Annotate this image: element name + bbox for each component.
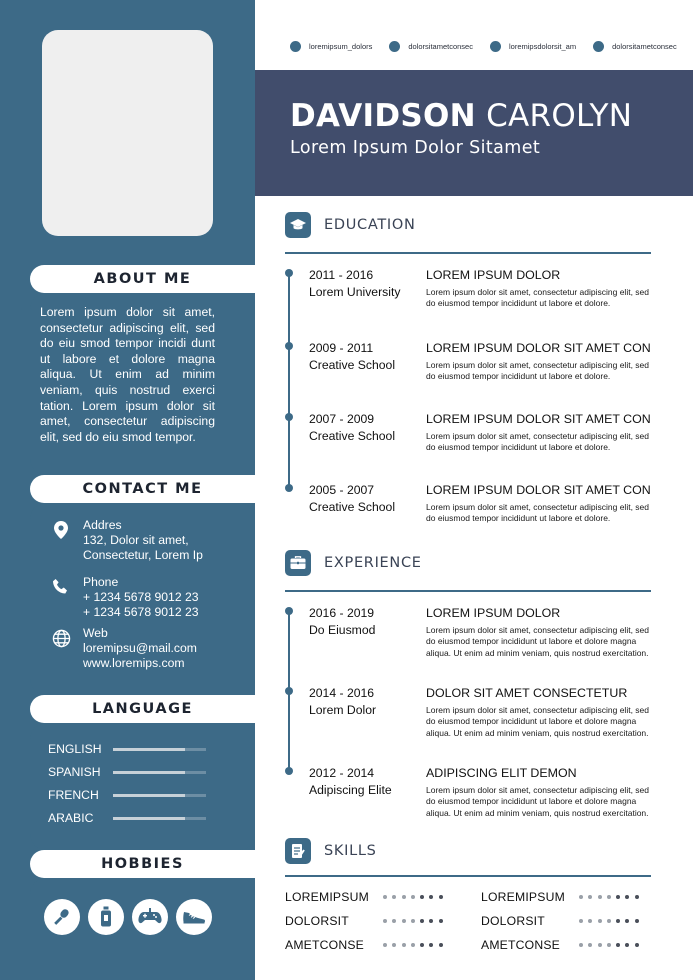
- last-name: CAROLYN: [486, 98, 633, 134]
- bottle-icon: [88, 899, 124, 935]
- timeline-dot: [285, 342, 293, 350]
- skill-dot: [429, 919, 433, 923]
- phone-line1: + 1234 5678 9012 23: [83, 590, 199, 604]
- entry-years: 2007 - 2009: [309, 412, 375, 426]
- first-name: DAVIDSON: [290, 98, 476, 134]
- graduation-cap-icon: [285, 212, 311, 238]
- social-item[interactable]: loremipsdolorsit_am: [490, 41, 576, 52]
- language-level-fill: [113, 794, 185, 797]
- entry-organization: Do Eiusmod: [309, 623, 376, 637]
- skill-dot: [607, 919, 611, 923]
- entry-title: LOREM IPSUM DOLOR SIT AMET CON: [426, 483, 651, 497]
- entry-description: Lorem ipsum dolor sit amet, consectetur adipiscing elit, sed do eiusmod tempor incididunt ut labore et dolore.: [426, 502, 649, 524]
- skill-dot: [579, 919, 583, 923]
- skill-dot: [383, 919, 387, 923]
- full-name: [290, 98, 632, 134]
- experience-header: [285, 550, 422, 576]
- skill-item: [481, 914, 656, 928]
- entry-title: LOREM IPSUM DOLOR SIT AMET CON: [426, 341, 651, 355]
- skill-rating: [579, 943, 644, 947]
- skill-dot: [635, 919, 639, 923]
- language-title: LANGUAGE: [30, 695, 255, 723]
- skill-dot: [625, 895, 629, 899]
- hobbies-title: HOBBIES: [30, 850, 255, 878]
- timeline-dot: [285, 767, 293, 775]
- social-item[interactable]: loremipsum_dolors: [290, 41, 372, 52]
- entry-years: 2011 - 2016: [309, 268, 374, 282]
- skill-dot: [588, 943, 592, 947]
- experience-divider: [285, 590, 651, 592]
- job-subtitle: Lorem Ipsum Dolor Sitamet: [290, 138, 541, 158]
- contact-title: CONTACT ME: [30, 475, 255, 503]
- gamepad-icon: [132, 899, 168, 935]
- language-name: FRENCH: [48, 788, 99, 802]
- language-level-fill: [113, 771, 185, 774]
- language-name: ARABIC: [48, 811, 94, 825]
- address-label: Addres: [83, 518, 122, 532]
- entry-years: 2014 - 2016: [309, 686, 375, 700]
- entry-description: Lorem ipsum dolor sit amet, consectetur adipiscing elit, sed do eiusmod tempor incididunt ut labore et dolore magna aliqua. Ut enim ad minim veniam, quis nostrud exercitation.: [426, 625, 649, 658]
- skill-dot: [411, 895, 415, 899]
- skill-dot: [635, 895, 639, 899]
- skill-dot: [420, 943, 424, 947]
- skill-name: AMETCONSE: [285, 938, 364, 952]
- language-level-bar: [113, 794, 206, 797]
- skill-dot: [625, 943, 629, 947]
- skill-dot: [607, 943, 611, 947]
- language-item: [48, 741, 208, 757]
- skill-dot: [392, 895, 396, 899]
- skill-dot: [402, 943, 406, 947]
- skill-name: LOREMIPSUM: [285, 890, 369, 904]
- skill-dot: [429, 943, 433, 947]
- contact-web: [48, 626, 197, 671]
- skill-rating: [383, 943, 448, 947]
- entry-title: ADIPISCING ELIT DEMON: [426, 766, 577, 780]
- phone-icon: [48, 575, 74, 620]
- entry-years: 2009 - 2011: [309, 341, 374, 355]
- skill-dot: [383, 943, 387, 947]
- entry-title: LOREM IPSUM DOLOR SIT AMET CON: [426, 412, 651, 426]
- skill-dot: [588, 919, 592, 923]
- language-level-bar: [113, 817, 206, 820]
- checklist-icon: [285, 838, 311, 864]
- skill-dot: [588, 895, 592, 899]
- entry-description: Lorem ipsum dolor sit amet, consectetur adipiscing elit, sed do eiusmod tempor incididunt ut labore et dolore magna aliqua. Ut enim ad minim veniam, quis nostrud exercitation.: [426, 705, 649, 738]
- contact-phone: [48, 575, 199, 620]
- entry-title: LOREM IPSUM DOLOR: [426, 268, 561, 282]
- skill-dot: [411, 943, 415, 947]
- social-item[interactable]: dolorsitametconsec: [389, 41, 473, 52]
- skill-dot: [383, 895, 387, 899]
- social-dot-icon: [490, 41, 501, 52]
- timeline-dot: [285, 484, 293, 492]
- skills-title: SKILLS: [324, 843, 377, 859]
- entry-description: Lorem ipsum dolor sit amet, consectetur adipiscing elit, sed do eiusmod tempor incididunt ut labore et dolore.: [426, 431, 649, 453]
- globe-icon: [48, 626, 74, 671]
- skill-rating: [383, 895, 448, 899]
- about-title: ABOUT ME: [30, 265, 255, 293]
- entry-title: LOREM IPSUM DOLOR: [426, 606, 561, 620]
- skill-dot: [598, 919, 602, 923]
- entry-organization: Creative School: [309, 500, 396, 514]
- skill-dot: [635, 943, 639, 947]
- skill-item: [481, 890, 656, 904]
- profile-photo: [42, 30, 213, 236]
- entry-organization: Creative School: [309, 429, 396, 443]
- skill-dot: [579, 895, 583, 899]
- experience-title: EXPERIENCE: [324, 555, 422, 571]
- social-dot-icon: [290, 41, 301, 52]
- timeline-dot: [285, 687, 293, 695]
- about-text: Lorem ipsum dolor sit amet, consectetur adipiscing elit, sed do eiu smod tempor incidi dunt ut labore et dolore magna aliqua. Ut enim ad minim veniam, quis nostrud exerci tation. Lorem ipsum dolor sit amet, consectetur adipiscing elit, sed do eiu smod tempor.: [40, 305, 215, 444]
- entry-organization: Lorem University: [309, 285, 401, 299]
- phone-line2: + 1234 5678 9012 23: [83, 605, 199, 619]
- entry-organization: Creative School: [309, 358, 396, 372]
- skill-rating: [579, 895, 644, 899]
- skill-dot: [429, 895, 433, 899]
- language-level-fill: [113, 817, 185, 820]
- skill-dot: [439, 943, 443, 947]
- skill-dot: [439, 919, 443, 923]
- skill-dot: [616, 895, 620, 899]
- skill-item: [285, 938, 460, 952]
- language-name: SPANISH: [48, 765, 101, 779]
- skill-dot: [402, 895, 406, 899]
- skill-dot: [616, 919, 620, 923]
- skill-dot: [598, 943, 602, 947]
- language-level-bar: [113, 771, 206, 774]
- education-timeline: [288, 271, 290, 490]
- skill-name: DOLORSIT: [285, 914, 349, 928]
- address-line1: 132, Dolor sit amet,: [83, 533, 189, 547]
- language-item: [48, 787, 208, 803]
- timeline-dot: [285, 413, 293, 421]
- skill-item: [285, 914, 460, 928]
- entry-organization: Lorem Dolor: [309, 703, 377, 717]
- education-divider: [285, 252, 651, 254]
- skill-dot: [625, 919, 629, 923]
- skill-dot: [411, 919, 415, 923]
- education-header: [285, 212, 416, 238]
- skills-header: [285, 838, 377, 864]
- education-title: EDUCATION: [324, 217, 416, 233]
- web-url[interactable]: www.loremips.com: [83, 656, 185, 670]
- entry-title: DOLOR SIT AMET CONSECTETUR: [426, 686, 628, 700]
- web-email[interactable]: loremipsu@mail.com: [83, 641, 197, 655]
- timeline-dot: [285, 269, 293, 277]
- skills-divider: [285, 875, 651, 877]
- skill-dot: [420, 919, 424, 923]
- entry-description: Lorem ipsum dolor sit amet, consectetur adipiscing elit, sed do eiusmod tempor incididunt ut labore et dolore.: [426, 287, 649, 309]
- phone-label: Phone: [83, 575, 119, 589]
- sneaker-icon: [176, 899, 212, 935]
- language-level-fill: [113, 748, 185, 751]
- social-strip: [290, 41, 677, 52]
- entry-years: 2012 - 2014: [309, 766, 375, 780]
- skill-name: LOREMIPSUM: [481, 890, 565, 904]
- web-label: Web: [83, 626, 108, 640]
- timeline-dot: [285, 607, 293, 615]
- skill-dot: [607, 895, 611, 899]
- entry-description: Lorem ipsum dolor sit amet, consectetur adipiscing elit, sed do eiusmod tempor incididunt ut labore et dolore magna aliqua. Ut enim ad minim veniam, quis nostrud exercitation.: [426, 785, 649, 818]
- microphone-icon: [44, 899, 80, 935]
- skill-dot: [598, 895, 602, 899]
- skill-dot: [392, 943, 396, 947]
- skill-dot: [402, 919, 406, 923]
- social-item[interactable]: dolorsitametconsec: [593, 41, 677, 52]
- social-dot-icon: [389, 41, 400, 52]
- entry-years: 2005 - 2007: [309, 483, 375, 497]
- skill-dot: [439, 895, 443, 899]
- skill-dot: [579, 943, 583, 947]
- address-line2: Consectetur, Lorem Ip: [83, 548, 203, 562]
- location-pin-icon: [48, 518, 74, 563]
- skill-dot: [392, 919, 396, 923]
- language-item: [48, 764, 208, 780]
- contact-address: [48, 518, 203, 563]
- skill-rating: [383, 919, 448, 923]
- skill-dot: [420, 895, 424, 899]
- skill-dot: [616, 943, 620, 947]
- skill-name: DOLORSIT: [481, 914, 545, 928]
- language-level-bar: [113, 748, 206, 751]
- language-name: ENGLISH: [48, 742, 102, 756]
- entry-years: 2016 - 2019: [309, 606, 375, 620]
- skill-name: AMETCONSE: [481, 938, 560, 952]
- entry-description: Lorem ipsum dolor sit amet, consectetur adipiscing elit, sed do eiusmod tempor incididunt ut labore et dolore.: [426, 360, 649, 382]
- skill-item: [285, 890, 460, 904]
- entry-organization: Adipiscing Elite: [309, 783, 392, 797]
- skill-rating: [579, 919, 644, 923]
- skill-item: [481, 938, 656, 952]
- social-dot-icon: [593, 41, 604, 52]
- briefcase-icon: [285, 550, 311, 576]
- language-item: [48, 810, 208, 826]
